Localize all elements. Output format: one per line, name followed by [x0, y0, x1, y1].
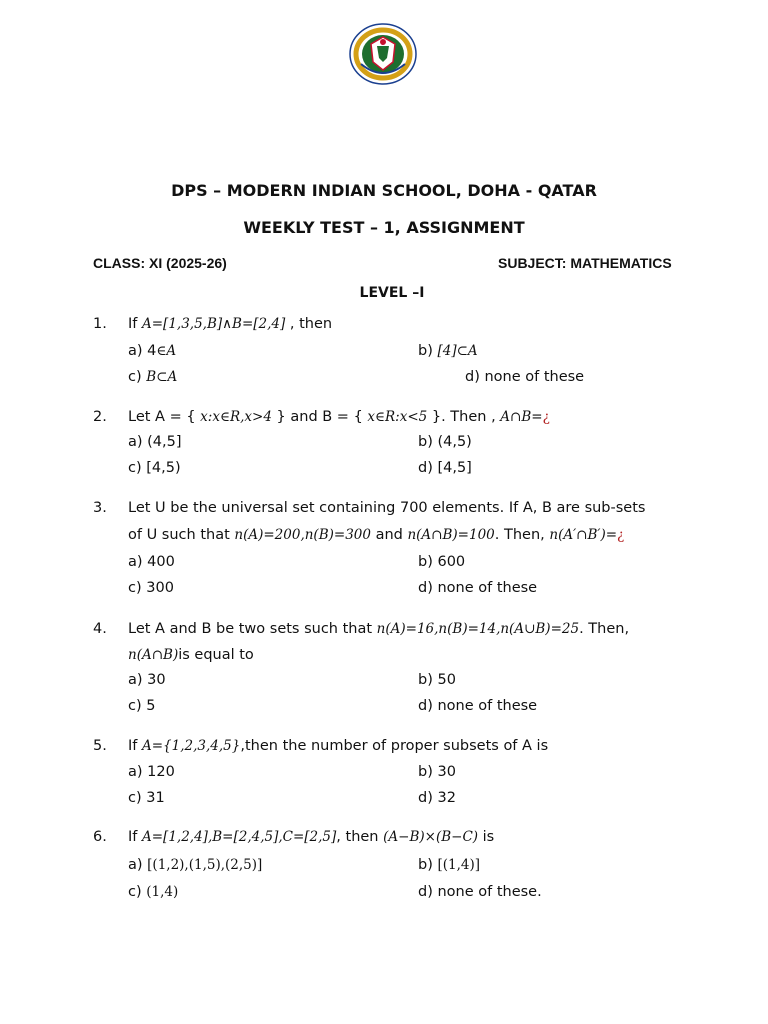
- question-1-text: If A=[1,3,5,B]∧B=[2,4] , then: [128, 316, 333, 332]
- option-a: a) 120: [128, 764, 175, 780]
- option-d: d) none of these: [418, 698, 538, 714]
- option-a: a) 4∈A: [128, 343, 177, 359]
- math-expression: A=[1,3,5,B]∧B=[2,4]: [142, 316, 286, 332]
- option-a: a) (4,5]: [128, 434, 182, 450]
- option-b: b) (4,5): [418, 434, 472, 450]
- option-c: c) (1,4): [128, 884, 179, 900]
- question-3-line-1: Let U be the universal set containing 700 elements. If A, B are sub-sets: [128, 500, 646, 516]
- question-3-line-2: of U such that n(A)=200,n(B)=300 and n(A∩B)=100. Then, n(A′∩B′)=¿: [128, 527, 625, 543]
- subject-label: SUBJECT: MATHEMATICS: [498, 255, 672, 271]
- option-c: c) B⊂A: [128, 369, 178, 385]
- level-heading: LEVEL –I: [359, 285, 425, 301]
- option-b: b) 30: [418, 764, 456, 780]
- question-number: 1.: [93, 316, 107, 332]
- question-number: 6.: [93, 829, 107, 845]
- question-number: 5.: [93, 738, 107, 754]
- option-a: a) 30: [128, 672, 166, 688]
- option-d: d) none of these: [465, 369, 585, 385]
- option-d: d) none of these.: [418, 884, 542, 900]
- question-4-line-1: Let A and B be two sets such that n(A)=16,n(B)=14,n(A∪B)=25. Then,: [128, 621, 630, 637]
- option-c: c) [4,5): [128, 460, 181, 476]
- question-number: 2.: [93, 409, 107, 425]
- question-5-text: If A={1,2,3,4,5},then the number of proper subsets of A is: [128, 738, 549, 754]
- question-number: 4.: [93, 621, 107, 637]
- option-d: d) none of these: [418, 580, 538, 596]
- option-c: c) 5: [128, 698, 156, 714]
- question-6-text: If A=[1,2,4],B=[2,4,5],C=[2,5], then (A−B)×(B−C) is: [128, 829, 495, 845]
- school-name: DPS – MODERN INDIAN SCHOOL, DOHA - QATAR: [171, 181, 597, 200]
- question-4-line-2: n(A∩B)is equal to: [128, 647, 254, 663]
- test-title: WEEKLY TEST – 1, ASSIGNMENT: [243, 218, 525, 237]
- option-b: b) 600: [418, 554, 466, 570]
- option-b: b) [(1,4)]: [418, 857, 481, 873]
- option-d: d) 32: [418, 790, 456, 806]
- option-d: d) [4,5]: [418, 460, 472, 476]
- option-b: b) [4]⊂A: [418, 343, 478, 359]
- school-crest-icon: [347, 22, 419, 86]
- option-b: b) 50: [418, 672, 456, 688]
- question-2-text: Let A = { x:x∈R,x>4 } and B = { x∈R:x<5 }. Then , A∩B=¿: [128, 409, 550, 425]
- class-label: CLASS: XI (2025-26): [93, 255, 227, 271]
- option-c: c) 300: [128, 580, 174, 596]
- option-a: a) [(1,2),(1,5),(2,5)]: [128, 857, 263, 873]
- option-a: a) 400: [128, 554, 175, 570]
- question-number: 3.: [93, 500, 107, 516]
- option-c: c) 31: [128, 790, 165, 806]
